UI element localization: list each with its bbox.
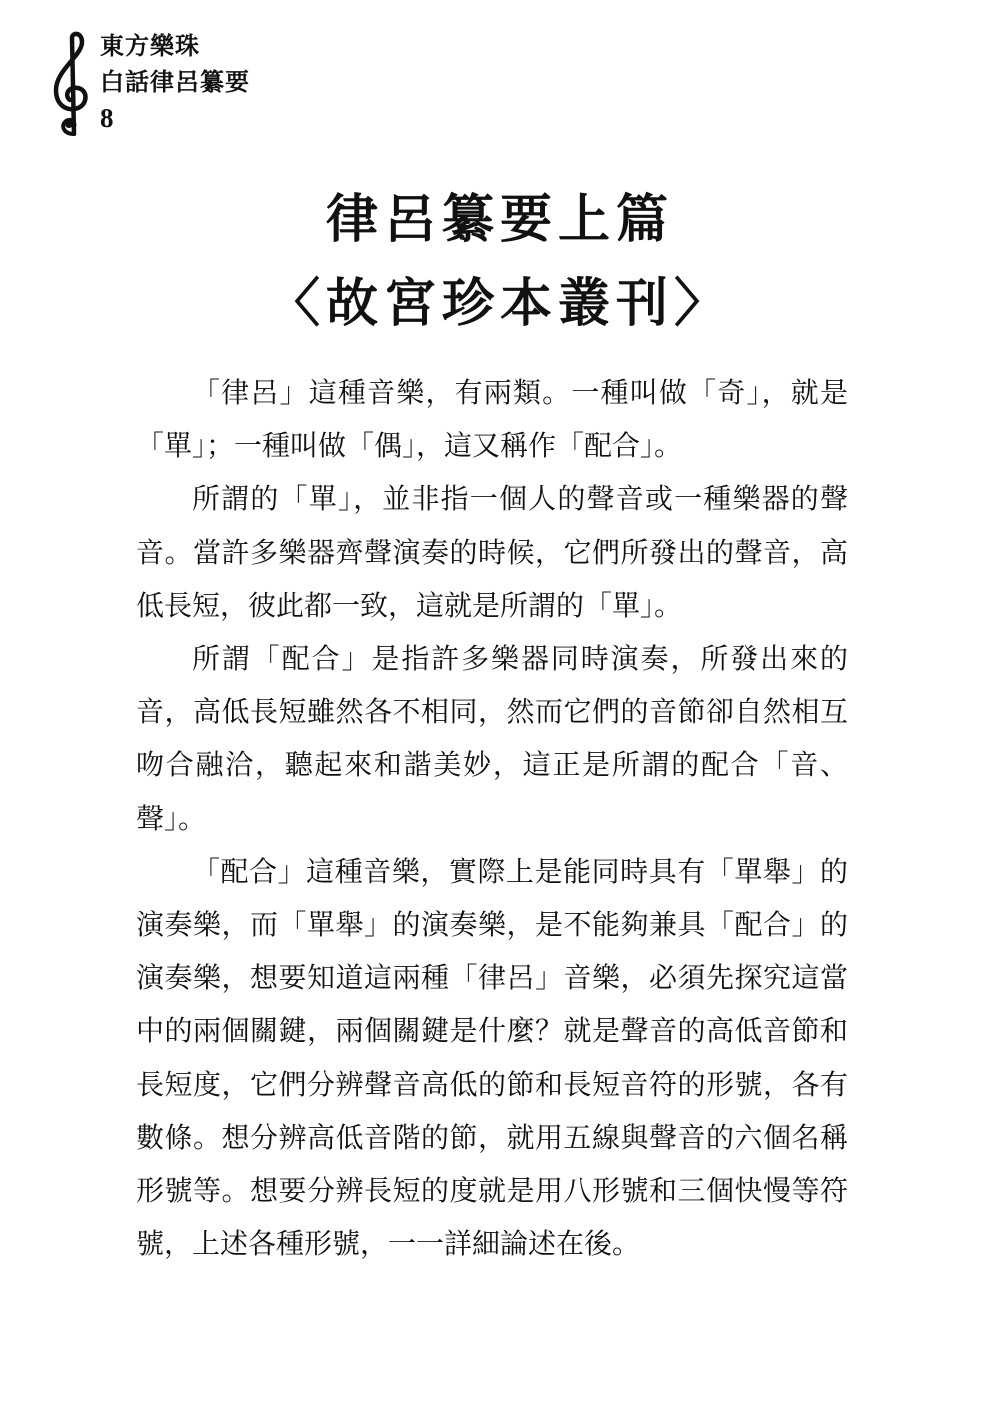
paragraph: 所謂「配合」是指許多樂器同時演奏，所發出來的音，高低長短雖然各不相同，然而它們的音節卻自然相互吻合融洽，聽起來和諧美妙，這正是所謂的配合「音、聲」。: [136, 642, 848, 835]
title-main: 律呂纂要上篇: [325, 189, 674, 250]
paragraph: 「配合」這種音樂，實際上是能同時具有「單舉」的演奏樂，而「單舉」的演奏樂，是不能夠兼具「配合」的演奏樂，想要知道這兩種「律呂」音樂，必須先探究這當中的兩個關鍵，兩個關鍵是什麼？就是聲音的高低音節和長短度，它們分辨聲音高低的節和長短音符的形號，各有數條。想分辨高低音階的節，就用五線與聲音的六個名稱形號等。想要分辨長短的度就是用八形號和三個快慢等符號，上述各種形號，一一詳細論述在後。: [136, 854, 848, 1261]
running-header: [50, 28, 290, 138]
paragraph: 「律呂」這種音樂，有兩類。一種叫做「奇」，就是「單」；一種叫做「偶」，這又稱作「配合」。: [136, 376, 848, 463]
section-title: [100, 178, 900, 346]
treble-clef-icon: [50, 30, 94, 136]
body-text: [136, 366, 848, 1270]
chapter-title: 白話律呂纂要: [100, 67, 250, 96]
book-title: 東方樂珠: [100, 31, 200, 60]
title-subtitle: 〈故宮珍本叢刊〉: [267, 273, 732, 334]
page-number: 8: [100, 103, 115, 133]
paragraph: 所謂的「單」，並非指一個人的聲音或一種樂器的聲音。當許多樂器齊聲演奏的時候，它們所發出的聲音，高低長短，彼此都一致，這就是所謂的「單」。: [136, 482, 848, 622]
